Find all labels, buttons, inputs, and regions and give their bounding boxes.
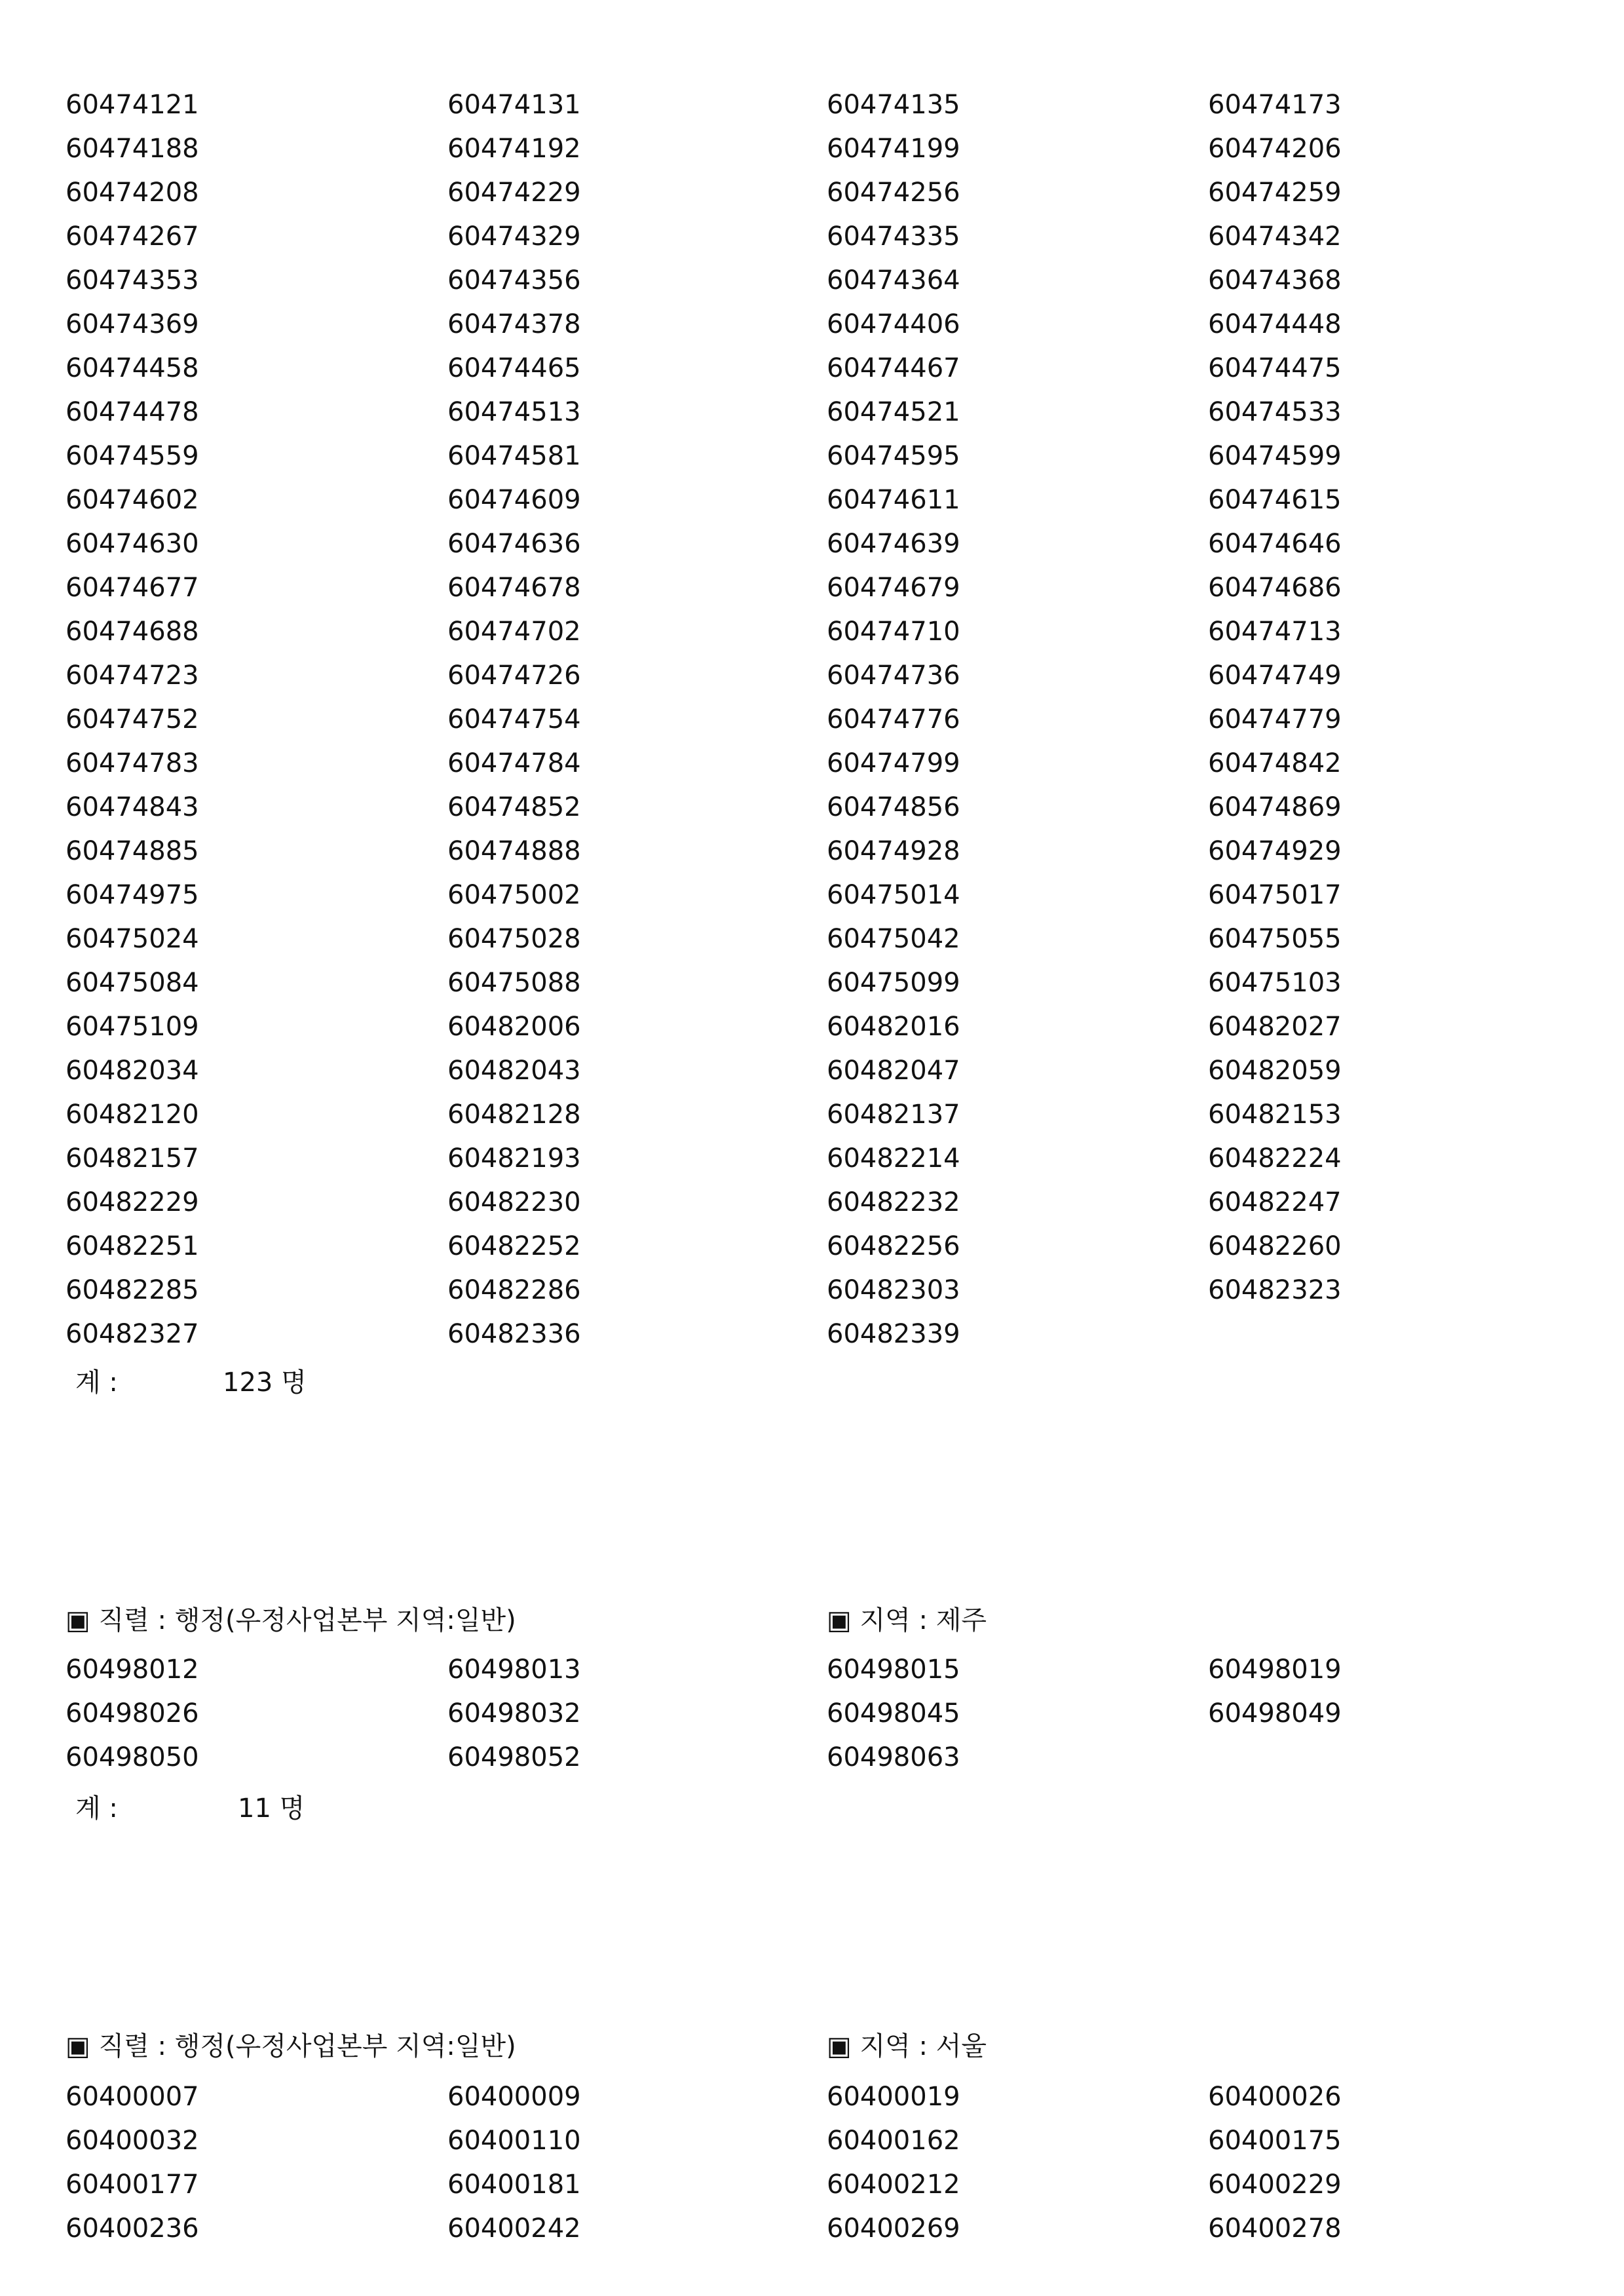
id-cell: 60474364 <box>827 265 960 296</box>
id-cell: 60474856 <box>827 792 960 822</box>
id-cell: 60474686 <box>1208 573 1342 603</box>
id-cell: 60482260 <box>1208 1231 1342 1261</box>
id-grid-section-1 <box>66 83 1507 1356</box>
id-cell: 60474521 <box>827 397 960 427</box>
id-row <box>66 1005 1507 1049</box>
id-row <box>66 873 1507 917</box>
id-cell: 60400032 <box>66 2126 199 2156</box>
id-cell: 60474192 <box>447 134 581 164</box>
id-cell: 60474199 <box>827 134 960 164</box>
id-cell: 60400236 <box>66 2213 199 2244</box>
id-row <box>66 610 1507 654</box>
id-cell: 60474752 <box>66 704 199 735</box>
id-cell: 60400026 <box>1208 2082 1342 2112</box>
id-cell: 60400162 <box>827 2126 960 2156</box>
id-cell: 60498019 <box>1208 1655 1342 1685</box>
id-cell: 60474135 <box>827 90 960 120</box>
id-row <box>66 215 1507 259</box>
id-cell: 60498063 <box>827 1742 960 1772</box>
id-row <box>66 1093 1507 1137</box>
id-cell: 60474885 <box>66 836 199 866</box>
id-cell: 60482047 <box>827 1056 960 1086</box>
id-row <box>66 2163 1507 2207</box>
id-cell: 60475055 <box>1208 924 1342 954</box>
id-cell: 60475028 <box>447 924 581 954</box>
id-cell: 60475042 <box>827 924 960 954</box>
id-row <box>66 1312 1507 1356</box>
id-cell: 60474702 <box>447 617 581 647</box>
id-cell: 60474688 <box>66 617 199 647</box>
id-cell: 60482059 <box>1208 1056 1342 1086</box>
id-cell: 60400242 <box>447 2213 581 2244</box>
id-cell: 60474713 <box>1208 617 1342 647</box>
id-row <box>66 303 1507 347</box>
id-row <box>66 654 1507 698</box>
id-cell: 60482120 <box>66 1100 199 1130</box>
id-row <box>66 742 1507 786</box>
id-cell: 60474329 <box>447 221 581 252</box>
id-row <box>66 478 1507 522</box>
id-cell: 60474726 <box>447 660 581 691</box>
id-row <box>66 83 1507 127</box>
total-row-section-1 <box>75 1362 311 1401</box>
id-cell: 60474206 <box>1208 134 1342 164</box>
id-cell: 60474749 <box>1208 660 1342 691</box>
id-cell: 60498012 <box>66 1655 199 1685</box>
id-cell: 60482128 <box>447 1100 581 1130</box>
id-cell: 60474852 <box>447 792 581 822</box>
id-row <box>66 1736 1507 1780</box>
id-row <box>66 698 1507 742</box>
id-cell: 60482006 <box>447 1012 581 1042</box>
id-cell: 60474478 <box>66 397 199 427</box>
id-cell: 60400212 <box>827 2170 960 2200</box>
id-cell: 60474723 <box>66 660 199 691</box>
id-cell: 60474888 <box>447 836 581 866</box>
id-cell: 60482016 <box>827 1012 960 1042</box>
id-row <box>66 522 1507 566</box>
id-cell: 60474677 <box>66 573 199 603</box>
id-row <box>66 917 1507 961</box>
id-cell: 60482230 <box>447 1187 581 1217</box>
id-cell: 60498045 <box>827 1698 960 1729</box>
id-row <box>66 786 1507 830</box>
total-label: 계 : <box>75 1368 118 1398</box>
id-row <box>66 1225 1507 1269</box>
id-cell: 60474639 <box>827 529 960 559</box>
id-cell: 60474710 <box>827 617 960 647</box>
id-row <box>66 434 1507 478</box>
id-cell: 60474783 <box>66 748 199 778</box>
section-header-jeju <box>66 1599 1507 1643</box>
id-cell: 60474342 <box>1208 221 1342 252</box>
id-row <box>66 1648 1507 1692</box>
id-cell: 60474602 <box>66 485 199 515</box>
id-cell: 60482027 <box>1208 1012 1342 1042</box>
id-row <box>66 1181 1507 1225</box>
id-cell: 60474188 <box>66 134 199 164</box>
header-job-series: ▣ 직렬 : 행정(우정사업본부 지역:일반) <box>66 2031 516 2061</box>
id-row <box>66 2119 1507 2163</box>
id-cell: 60474595 <box>827 441 960 471</box>
section-header-seoul <box>66 2025 1507 2069</box>
id-row <box>66 259 1507 303</box>
id-cell: 60474356 <box>447 265 581 296</box>
id-cell: 60474229 <box>447 178 581 208</box>
id-row <box>66 2075 1507 2119</box>
id-row <box>66 391 1507 434</box>
id-cell: 60482193 <box>447 1143 581 1174</box>
id-cell: 60474378 <box>447 309 581 339</box>
id-cell: 60474533 <box>1208 397 1342 427</box>
id-cell: 60482034 <box>66 1056 199 1086</box>
id-cell: 60474259 <box>1208 178 1342 208</box>
header-region: ▣ 지역 : 서울 <box>827 2031 987 2061</box>
id-cell: 60474353 <box>66 265 199 296</box>
id-cell: 60474929 <box>1208 836 1342 866</box>
id-cell: 60475024 <box>66 924 199 954</box>
id-cell: 60475088 <box>447 968 581 998</box>
id-cell: 60474679 <box>827 573 960 603</box>
id-cell: 60475014 <box>827 880 960 910</box>
id-cell: 60474121 <box>66 90 199 120</box>
id-cell: 60474458 <box>66 353 199 383</box>
id-cell: 60400181 <box>447 2170 581 2200</box>
id-cell: 60474843 <box>66 792 199 822</box>
id-cell: 60474630 <box>66 529 199 559</box>
id-cell: 60482286 <box>447 1275 581 1305</box>
id-cell: 60400019 <box>827 2082 960 2112</box>
id-grid-section-3 <box>66 2075 1507 2251</box>
id-cell: 60474368 <box>1208 265 1342 296</box>
id-cell: 60400269 <box>827 2213 960 2244</box>
id-row <box>66 2207 1507 2251</box>
total-row-section-2 <box>75 1788 311 1827</box>
id-cell: 60482214 <box>827 1143 960 1174</box>
id-cell: 60475099 <box>827 968 960 998</box>
total-label: 계 : <box>75 1793 118 1824</box>
id-row <box>66 127 1507 171</box>
id-cell: 60474869 <box>1208 792 1342 822</box>
id-cell: 60474779 <box>1208 704 1342 735</box>
id-cell: 60474267 <box>66 221 199 252</box>
id-cell: 60474513 <box>447 397 581 427</box>
id-cell: 60474611 <box>827 485 960 515</box>
id-cell: 60475002 <box>447 880 581 910</box>
id-cell: 60474754 <box>447 704 581 735</box>
id-cell: 60474599 <box>1208 441 1342 471</box>
id-row <box>66 566 1507 610</box>
header-job-series: ▣ 직렬 : 행정(우정사업본부 지역:일반) <box>66 1605 516 1636</box>
id-cell: 60400110 <box>447 2126 581 2156</box>
id-cell: 60474799 <box>827 748 960 778</box>
id-cell: 60400278 <box>1208 2213 1342 2244</box>
id-grid-section-2 <box>66 1648 1507 1780</box>
id-row <box>66 1692 1507 1736</box>
id-cell: 60474467 <box>827 353 960 383</box>
id-cell: 60475103 <box>1208 968 1342 998</box>
id-row <box>66 347 1507 391</box>
id-row <box>66 1137 1507 1181</box>
id-cell: 60482339 <box>827 1319 960 1349</box>
id-cell: 60400007 <box>66 2082 199 2112</box>
id-cell: 60474475 <box>1208 353 1342 383</box>
id-cell: 60475017 <box>1208 880 1342 910</box>
id-cell: 60474842 <box>1208 748 1342 778</box>
id-cell: 60474406 <box>827 309 960 339</box>
id-cell: 60498026 <box>66 1698 199 1729</box>
id-row <box>66 961 1507 1005</box>
id-cell: 60482247 <box>1208 1187 1342 1217</box>
id-cell: 60474615 <box>1208 485 1342 515</box>
id-cell: 60474465 <box>447 353 581 383</box>
id-cell: 60482153 <box>1208 1100 1342 1130</box>
id-cell: 60498050 <box>66 1742 199 1772</box>
id-cell: 60482229 <box>66 1187 199 1217</box>
id-cell: 60474173 <box>1208 90 1342 120</box>
id-cell: 60498013 <box>447 1655 581 1685</box>
id-row <box>66 1049 1507 1093</box>
id-cell: 60474678 <box>447 573 581 603</box>
id-cell: 60475084 <box>66 968 199 998</box>
id-cell: 60482256 <box>827 1231 960 1261</box>
id-cell: 60475109 <box>66 1012 199 1042</box>
id-cell: 60474335 <box>827 221 960 252</box>
id-cell: 60400175 <box>1208 2126 1342 2156</box>
id-cell: 60474784 <box>447 748 581 778</box>
id-cell: 60482252 <box>447 1231 581 1261</box>
id-row <box>66 830 1507 873</box>
id-cell: 60482336 <box>447 1319 581 1349</box>
id-cell: 60482157 <box>66 1143 199 1174</box>
id-cell: 60400009 <box>447 2082 581 2112</box>
id-cell: 60474636 <box>447 529 581 559</box>
id-row <box>66 171 1507 215</box>
id-row <box>66 1269 1507 1312</box>
id-cell: 60498049 <box>1208 1698 1342 1729</box>
id-cell: 60498052 <box>447 1742 581 1772</box>
id-cell: 60474609 <box>447 485 581 515</box>
id-cell: 60474256 <box>827 178 960 208</box>
id-cell: 60482251 <box>66 1231 199 1261</box>
id-cell: 60498032 <box>447 1698 581 1729</box>
id-cell: 60474208 <box>66 178 199 208</box>
id-cell: 60482327 <box>66 1319 199 1349</box>
id-cell: 60482285 <box>66 1275 199 1305</box>
id-cell: 60474776 <box>827 704 960 735</box>
total-value: 123 명 <box>223 1368 307 1398</box>
id-cell: 60474581 <box>447 441 581 471</box>
id-cell: 60474736 <box>827 660 960 691</box>
total-value: 11 명 <box>238 1793 305 1824</box>
id-cell: 60482043 <box>447 1056 581 1086</box>
id-cell: 60482232 <box>827 1187 960 1217</box>
id-cell: 60474131 <box>447 90 581 120</box>
id-cell: 60400229 <box>1208 2170 1342 2200</box>
id-cell: 60474448 <box>1208 309 1342 339</box>
id-cell: 60482224 <box>1208 1143 1342 1174</box>
id-cell: 60474369 <box>66 309 199 339</box>
id-cell: 60400177 <box>66 2170 199 2200</box>
id-cell: 60474646 <box>1208 529 1342 559</box>
id-cell: 60482303 <box>827 1275 960 1305</box>
id-cell: 60474975 <box>66 880 199 910</box>
id-cell: 60482137 <box>827 1100 960 1130</box>
header-region: ▣ 지역 : 제주 <box>827 1605 987 1636</box>
id-cell: 60474559 <box>66 441 199 471</box>
id-cell: 60482323 <box>1208 1275 1342 1305</box>
id-cell: 60474928 <box>827 836 960 866</box>
id-cell: 60498015 <box>827 1655 960 1685</box>
